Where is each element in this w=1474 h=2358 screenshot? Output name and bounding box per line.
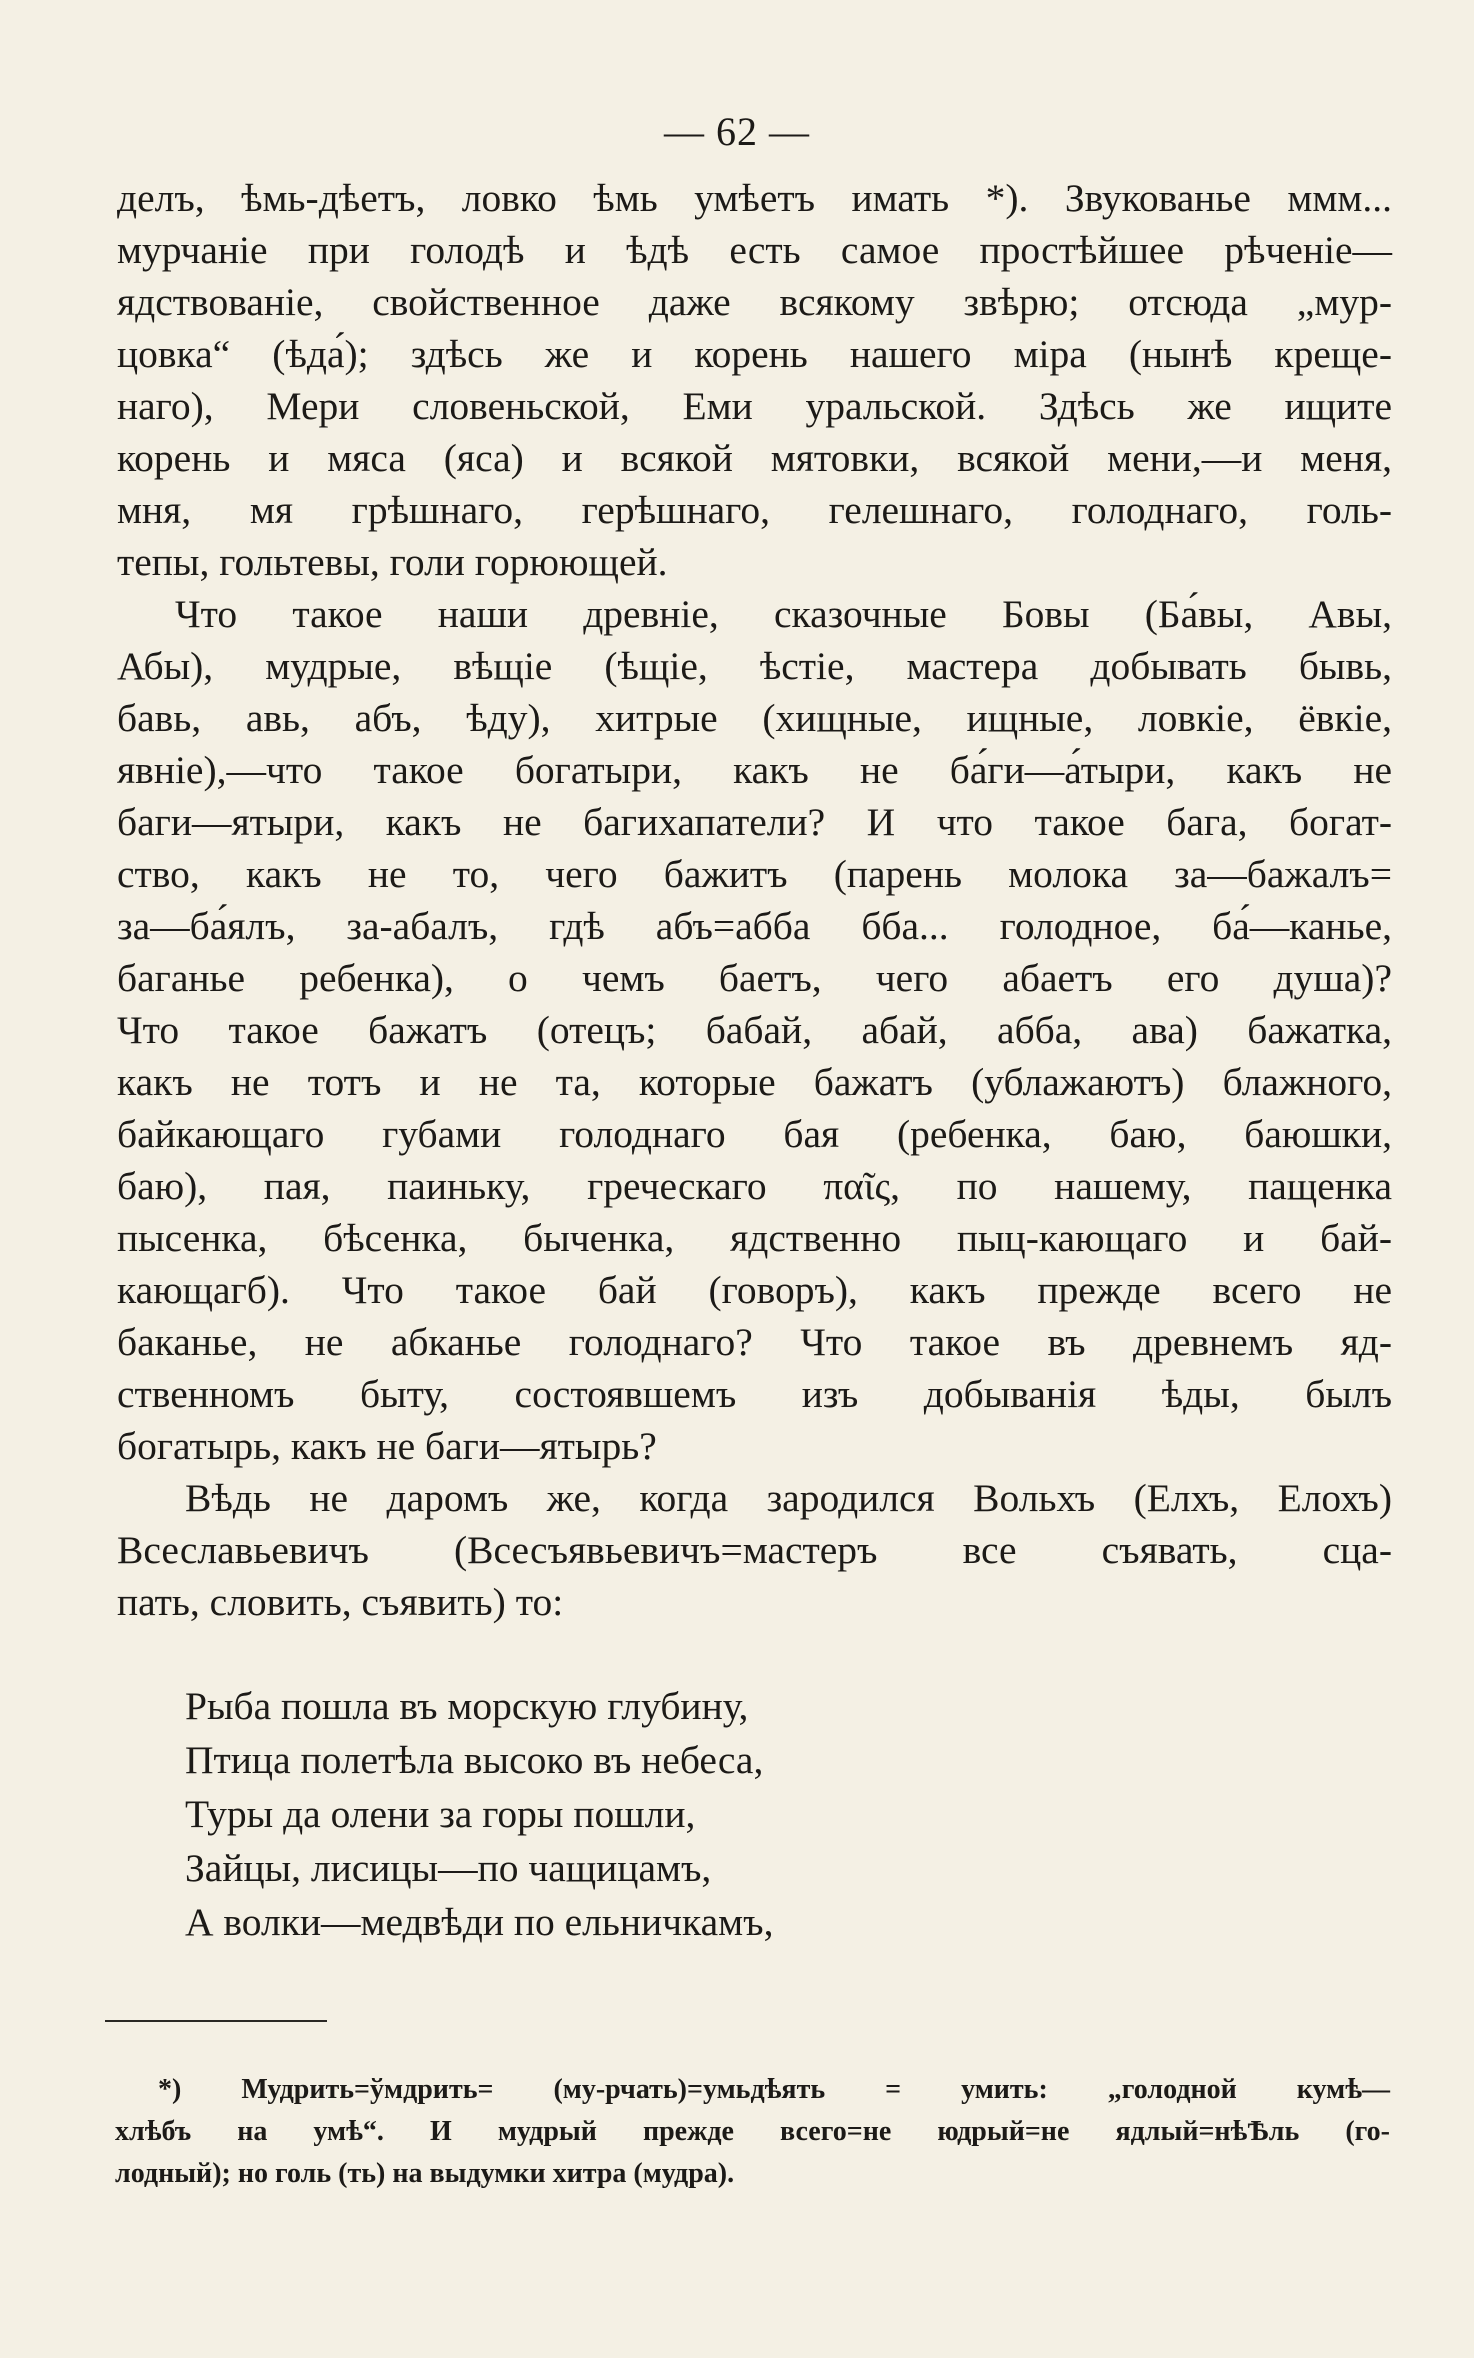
text-line: мня, мя грѣшнаго, герѣшнаго, гелешнаго, голоднаго, голь- (117, 488, 1392, 532)
verse-line: Рыба пошла въ морскую глубину, (185, 1684, 749, 1728)
verse-line: Зайцы, лисицы—по чащицамъ, (185, 1846, 712, 1890)
text-line: Что такое бажатъ (отецъ; бабай, абай, абба, ава) бажатка, (117, 1008, 1392, 1052)
text-line: какъ не тотъ и не та, которые бажатъ (ублажаютъ) блажного, (117, 1060, 1392, 1104)
text-line: за—ба́ялъ, за-абалъ, гдѣ абъ=абба бба... голодное, ба́—канье, (117, 904, 1392, 948)
text-line: ство, какъ не то, чего бажитъ (парень молока за—бажалъ= (117, 852, 1392, 896)
text-line: наго), Мери словеньской, Еми уральской. Здѣсь же ищите (117, 384, 1392, 428)
footnote-separator (105, 2020, 327, 2022)
paragraph-start-line: Что такое наши древніе, сказочные Бовы (Ба́вы, Авы, (175, 592, 1392, 636)
text-line: мурчаніе при голодѣ и ѣдѣ есть самое простѣйшее рѣченіе— (117, 228, 1392, 272)
text-line: ядствованіе, свойственное даже всякому звѣрю; отсюда „мур- (117, 280, 1392, 324)
footnote-line: *) Мудрить=ўмдрить= (му-рчать)=умьдѣять = умить: „голодной кумѣ— (158, 2074, 1390, 2105)
footnote-line: лодный); но голь (ть) на выдумки хитра (мудра). (115, 2158, 735, 2189)
text-line: баю), пая, паиньку, греческаго παῖς, по нашему, пащенка (117, 1164, 1392, 1208)
text-line: пать, словить, съявить) то: (117, 1580, 564, 1624)
text-line: кающагб). Что такое бай (говоръ), какъ прежде всего не (117, 1268, 1392, 1312)
text-line: корень и мяса (яса) и всякой мятовки, всякой мени,—и меня, (117, 436, 1392, 480)
text-line: делъ, ѣмь-дѣетъ, ловко ѣмь умѣетъ имать *). Звукованье ммм... (117, 176, 1392, 220)
text-line: цовка“ (ѣда́); здѣсь же и корень нашего міра (нынѣ креще- (117, 332, 1392, 376)
text-line: бавь, авь, абъ, ѣду), хитрые (хищные, ищные, ловкіе, ёвкіе, (117, 696, 1392, 740)
text-line: богатырь, какъ не баги—ятырь? (117, 1424, 657, 1468)
text-line: тепы, гольтевы, голи горюющей. (117, 540, 668, 584)
text-line: ственномъ быту, состоявшемъ изъ добыванія ѣды, былъ (117, 1372, 1392, 1416)
text-line: баги—ятыри, какъ не багихапатели? И что такое бага, богат- (117, 800, 1392, 844)
verse-line: Туры да олени за горы пошли, (185, 1792, 696, 1836)
page-number-header: — 62 — (664, 109, 810, 154)
paragraph-start-line: Вѣдь не даромъ же, когда зародился Вольхъ (Елхъ, Елохъ) (185, 1476, 1392, 1520)
verse-line: А волки—медвѣди по ельничкамъ, (185, 1900, 774, 1944)
text-line: баганье ребенка), о чемъ баетъ, чего абаетъ его душа)? (117, 956, 1392, 1000)
text-line: байкающаго губами голоднаго бая (ребенка, баю, баюшки, (117, 1112, 1392, 1156)
verse-line: Птица полетѣла высоко въ небеса, (185, 1738, 764, 1782)
text-line: баканье, не абканье голоднаго? Что такое въ древнемъ яд- (117, 1320, 1392, 1364)
text-line: явніе),—что такое богатыри, какъ не ба́ги—а́тыри, какъ не (117, 748, 1392, 792)
footnote-line: хлѣбъ на умѣ“. И мудрый прежде всего=не юдрый=не ядлый=нѣѢль (го- (115, 2116, 1390, 2147)
text-line: Абы), мудрые, вѣщіе (ѣщіе, ѣстіе, мастера добывать бывь, (117, 644, 1392, 688)
text-line: пысенка, бѣсенка, быченка, ядственно пыц-кающаго и бай- (117, 1216, 1392, 1260)
text-line: Всеславьевичъ (Всесъявьевичъ=мастеръ все съявать, сца- (117, 1528, 1392, 1572)
